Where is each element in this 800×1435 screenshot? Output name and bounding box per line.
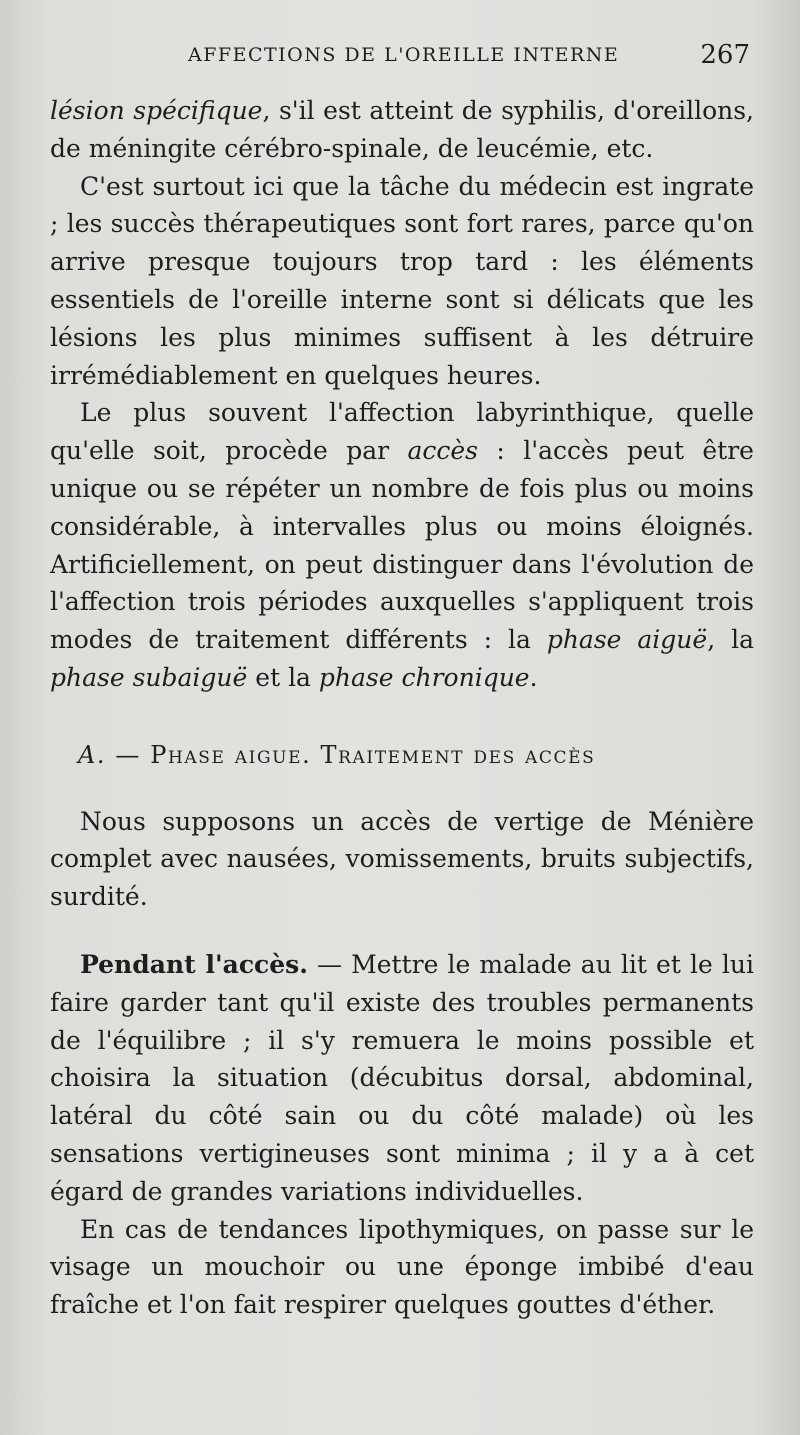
paragraph: En cas de tendances lipothymiques, on passe sur le visage un mouchoir ou une éponge imbibé d'eau fraîche et l'on fait respirer quelques gouttes d'éther. <box>50 1214 754 1320</box>
paragraph-text: , la <box>707 625 754 655</box>
italic-term: phase aiguë <box>546 625 708 655</box>
section-heading <box>50 737 754 775</box>
italic-term: phase chronique <box>318 662 530 692</box>
paragraph-text: , s'il est atteint de syphilis, d'oreillons, de méningite cérébro-spinale, de leucémie, etc. <box>50 96 754 163</box>
paragraph: Nous supposons un accès de vertige de Ménière complet avec nausées, vomissements, bruits subjectifs, surdité. <box>50 806 754 912</box>
section-title: Phase aigue. Traitement des accès <box>150 740 596 769</box>
paragraph-spacer <box>50 916 754 946</box>
italic-term: lésion spécifique <box>50 96 263 125</box>
paragraph-text: Le plus souvent l'affection labyrinthique, quelle qu'elle soit, procède par <box>50 398 754 466</box>
section-letter: A. <box>78 740 107 769</box>
page-number: 267 <box>700 40 750 70</box>
paragraph-text: — Mettre le malade au lit et le lui faire garder tant qu'il existe des troubles permanents de l'équilibre ; il s'y remuera le moins possible et choisira la situation (décubitus dorsal, abdominal, latéral du côté sain ou du côté malade) où les sensations vertigineuses sont minima ; il y a à cet égard de grandes variations individuelles. <box>50 949 754 1206</box>
section-dash: — <box>106 740 151 769</box>
paragraph <box>50 394 754 696</box>
page-header <box>0 40 800 72</box>
paragraph-text: et la <box>247 662 319 692</box>
bold-lead-in: Pendant l'accès. <box>80 949 308 979</box>
italic-term: accès <box>407 436 479 466</box>
paragraph-text: . <box>529 662 538 692</box>
running-title: AFFECTIONS DE L'OREILLE INTERNE <box>188 44 620 66</box>
paragraph-continuation <box>50 92 754 168</box>
paragraph-text: : l'accès peut être unique ou se répéter un nombre de fois plus ou moins considérable, à intervalles plus ou moins éloignés. Artificiellement, on peut distinguer dans l'évolution de l'affection trois périodes auxquelles s'appliquent trois modes de traitement différents : la <box>50 436 754 655</box>
body-text <box>50 92 754 1324</box>
italic-term: phase subaiguë <box>50 662 248 692</box>
paragraph <box>50 946 754 1211</box>
paragraph: C'est surtout ici que la tâche du médecin est ingrate ; les succès thérapeutiques sont fort rares, parce qu'on arrive presque toujours trop tard : les éléments essentiels de l'oreille interne sont si délicats que les lésions les plus minimes suffisent à les détruire irrémédiablement en quelques heures. <box>50 171 754 390</box>
